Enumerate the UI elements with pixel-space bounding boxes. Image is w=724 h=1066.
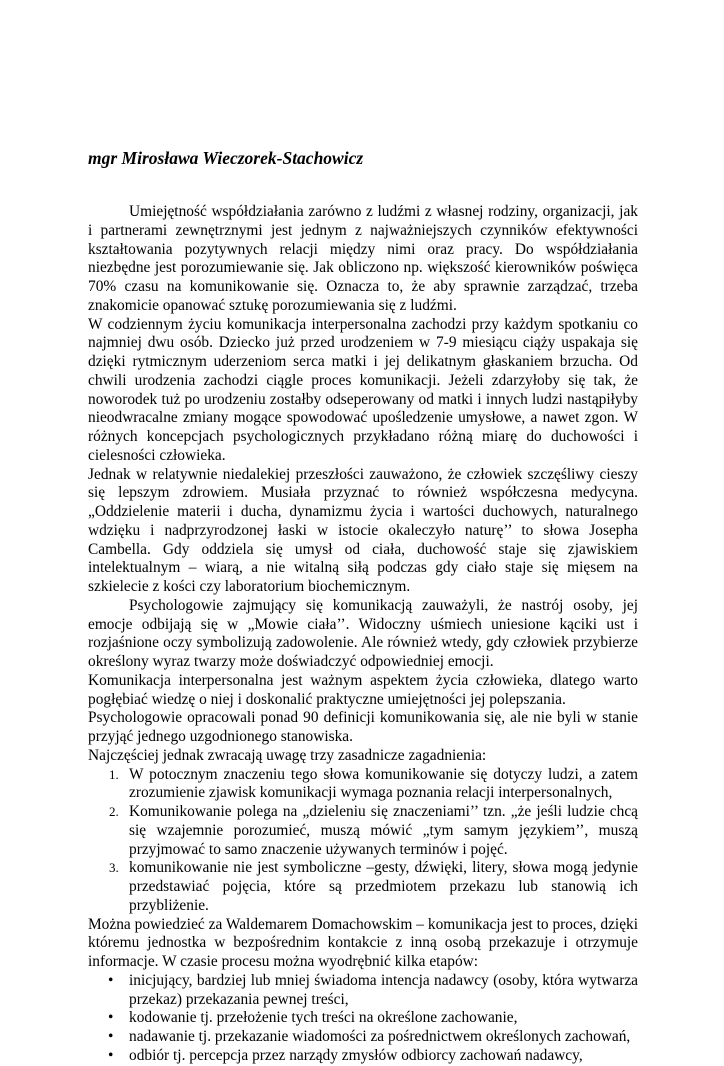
document-body xyxy=(88,203,638,1066)
list-item-text: kodowanie tj. przełożenie tych treści na określone zachowanie, xyxy=(129,1009,518,1027)
list-item-text: komunikowanie nie jest symboliczne –gesty, dźwięki, litery, słowa mogą jedynie przedstawiać pojęcia, które są przedmiotem przekazu lub stanowią ich przybliżenie. xyxy=(129,859,638,914)
list-item xyxy=(88,1047,638,1066)
list-number: 1. xyxy=(109,766,119,782)
list-item xyxy=(88,972,638,1010)
list-item-text: inicjujący, bardziej lub mniej świadoma intencja nadawcy (osoby, która wytwarza przekaz) przekazania pewnej treści, xyxy=(129,971,638,1008)
list-number: 3. xyxy=(109,860,119,876)
list-item-text: Komunikowanie polega na „dzieleniu się znaczeniami’’ tzn. „że jeśli ludzie chcą się wzajemnie porozumieć, muszą mówić „tym samym językiem’’, muszą przyjmować to samo znaczenie używanych terminów i pojęć. xyxy=(129,803,638,858)
bullet-list xyxy=(88,972,638,1066)
paragraph: Najczęściej jednak zwracają uwagę trzy zasadnicze zagadnienia: xyxy=(88,746,487,764)
list-number: 2. xyxy=(109,804,119,819)
bullet-icon: • xyxy=(108,971,114,989)
list-item xyxy=(88,859,638,915)
list-item xyxy=(88,1028,638,1047)
paragraph: Umiejętność współdziałania zarówno z ludźmi z własnej rodziny, organizacji, jak i partnerami zewnętrznymi jest jednym z najważniejszych czynników efektywności kształtowania pozytywnych relacji między nimi oraz pracy. Do współdziałania niezbędne jest porozumiewanie się. Jak obliczono np. większość kierowników poświęca 70% czasu na komunikowanie się. Oznacza to, że aby sprawnie zarządzać, trzeba znakomicie opanować sztukę porozumiewania się z ludźmi. xyxy=(88,203,638,314)
list-item xyxy=(88,1009,638,1028)
list-item-text: W potocznym znaczeniu tego słowa komunikowanie się dotyczy ludzi, a zatem zrozumienie zjawisk komunikacji wymaga poznania relacji interpersonalnych, xyxy=(129,765,638,802)
bullet-icon: • xyxy=(108,1009,114,1027)
numbered-list xyxy=(88,766,638,916)
list-item-text: nadawanie tj. przekazanie wiadomości za pośrednictwem określonych zachowań, xyxy=(129,1028,631,1045)
paragraph: Komunikacja interpersonalna jest ważnym aspektem życia człowieka, dlatego warto pogłębiać wiedzę o niej i doskonalić praktyczne umiejętności jej polepszania. xyxy=(88,671,638,708)
list-item xyxy=(88,766,638,804)
paragraph: Jednak w relatywnie niedalekiej przeszłości zauważono, że człowiek szczęśliwy cieszy się lepszym zdrowiem. Musiała przyznać to również współczesna medycyna. „Oddzielenie materii i ducha, dynamizmu życia i wartości duchowych, naturalnego wdzięku i nadprzyrodzonej łaski w istocie okaleczyło naturę’’ to słowa Josepha Cambella. Gdy oddziela się umysł od ciała, duchowość staje się zjawiskiem intelektualnym – wiarą, a nie witalną siłą podczas gdy ciało staje się mięsem na szkielecie z kości czy laboratorium biochemicznym. xyxy=(88,465,638,595)
bullet-icon: • xyxy=(108,1028,114,1045)
bullet-icon: • xyxy=(108,1046,114,1064)
list-item-text: odbiór tj. percepcja przez narządy zmysłów odbiorcy zachowań nadawcy, xyxy=(129,1046,583,1064)
list-item xyxy=(88,803,638,859)
paragraph: W codziennym życiu komunikacja interpersonalna zachodzi przy każdym spotkaniu co najmniej dwu osób. Dziecko już przed urodzeniem w 7-9 miesiącu ciąży uspakaja się dzięki rytmicznym uderzeniom serca matki i jej delikatnym głaskaniem brzucha. Od chwili urodzenia zachodzi ciągle proces komunikacji. Jeżeli zdarzyłoby się tak, że noworodek tuż po urodzeniu zostałby odseperowany od matki i innych ludzi nastąpiłyby nieodwracalne zmiany mogące spowodować upośledzenie umysłowe, a nawet zgon. W różnych koncepcjach psychologicznych przykładano różną miarę do duchowości i cielesności człowieka. xyxy=(88,315,638,464)
author-name: mgr Mirosława Wieczorek-Stachowicz xyxy=(88,148,364,168)
paragraph: Psychologowie zajmujący się komunikacją zauważyli, że nastrój osoby, jej emocje odbijają się w „Mowie ciała’’. Widoczny uśmiech uniesione kąciki ust i rozjaśnione oczy symbolizują zadowolenie. Ale również wtedy, gdy człowiek przybierze określony wyraz twarzy może doświadczyć odpowiedniej emocji. xyxy=(88,596,638,670)
paragraph: Psychologowie opracowali ponad 90 definicji komunikowania się, ale nie byli w stanie przyjąć jednego uzgodnionego stanowiska. xyxy=(88,709,638,745)
paragraph: Można powiedzieć za Waldemarem Domachowskim – komunikacja jest to proces, dzięki któremu jednostka w bezpośrednim kontakcie z inną osobą przekazuje i otrzymuje informacje. W czasie procesu można wyodrębnić kilka etapów: xyxy=(88,915,638,970)
